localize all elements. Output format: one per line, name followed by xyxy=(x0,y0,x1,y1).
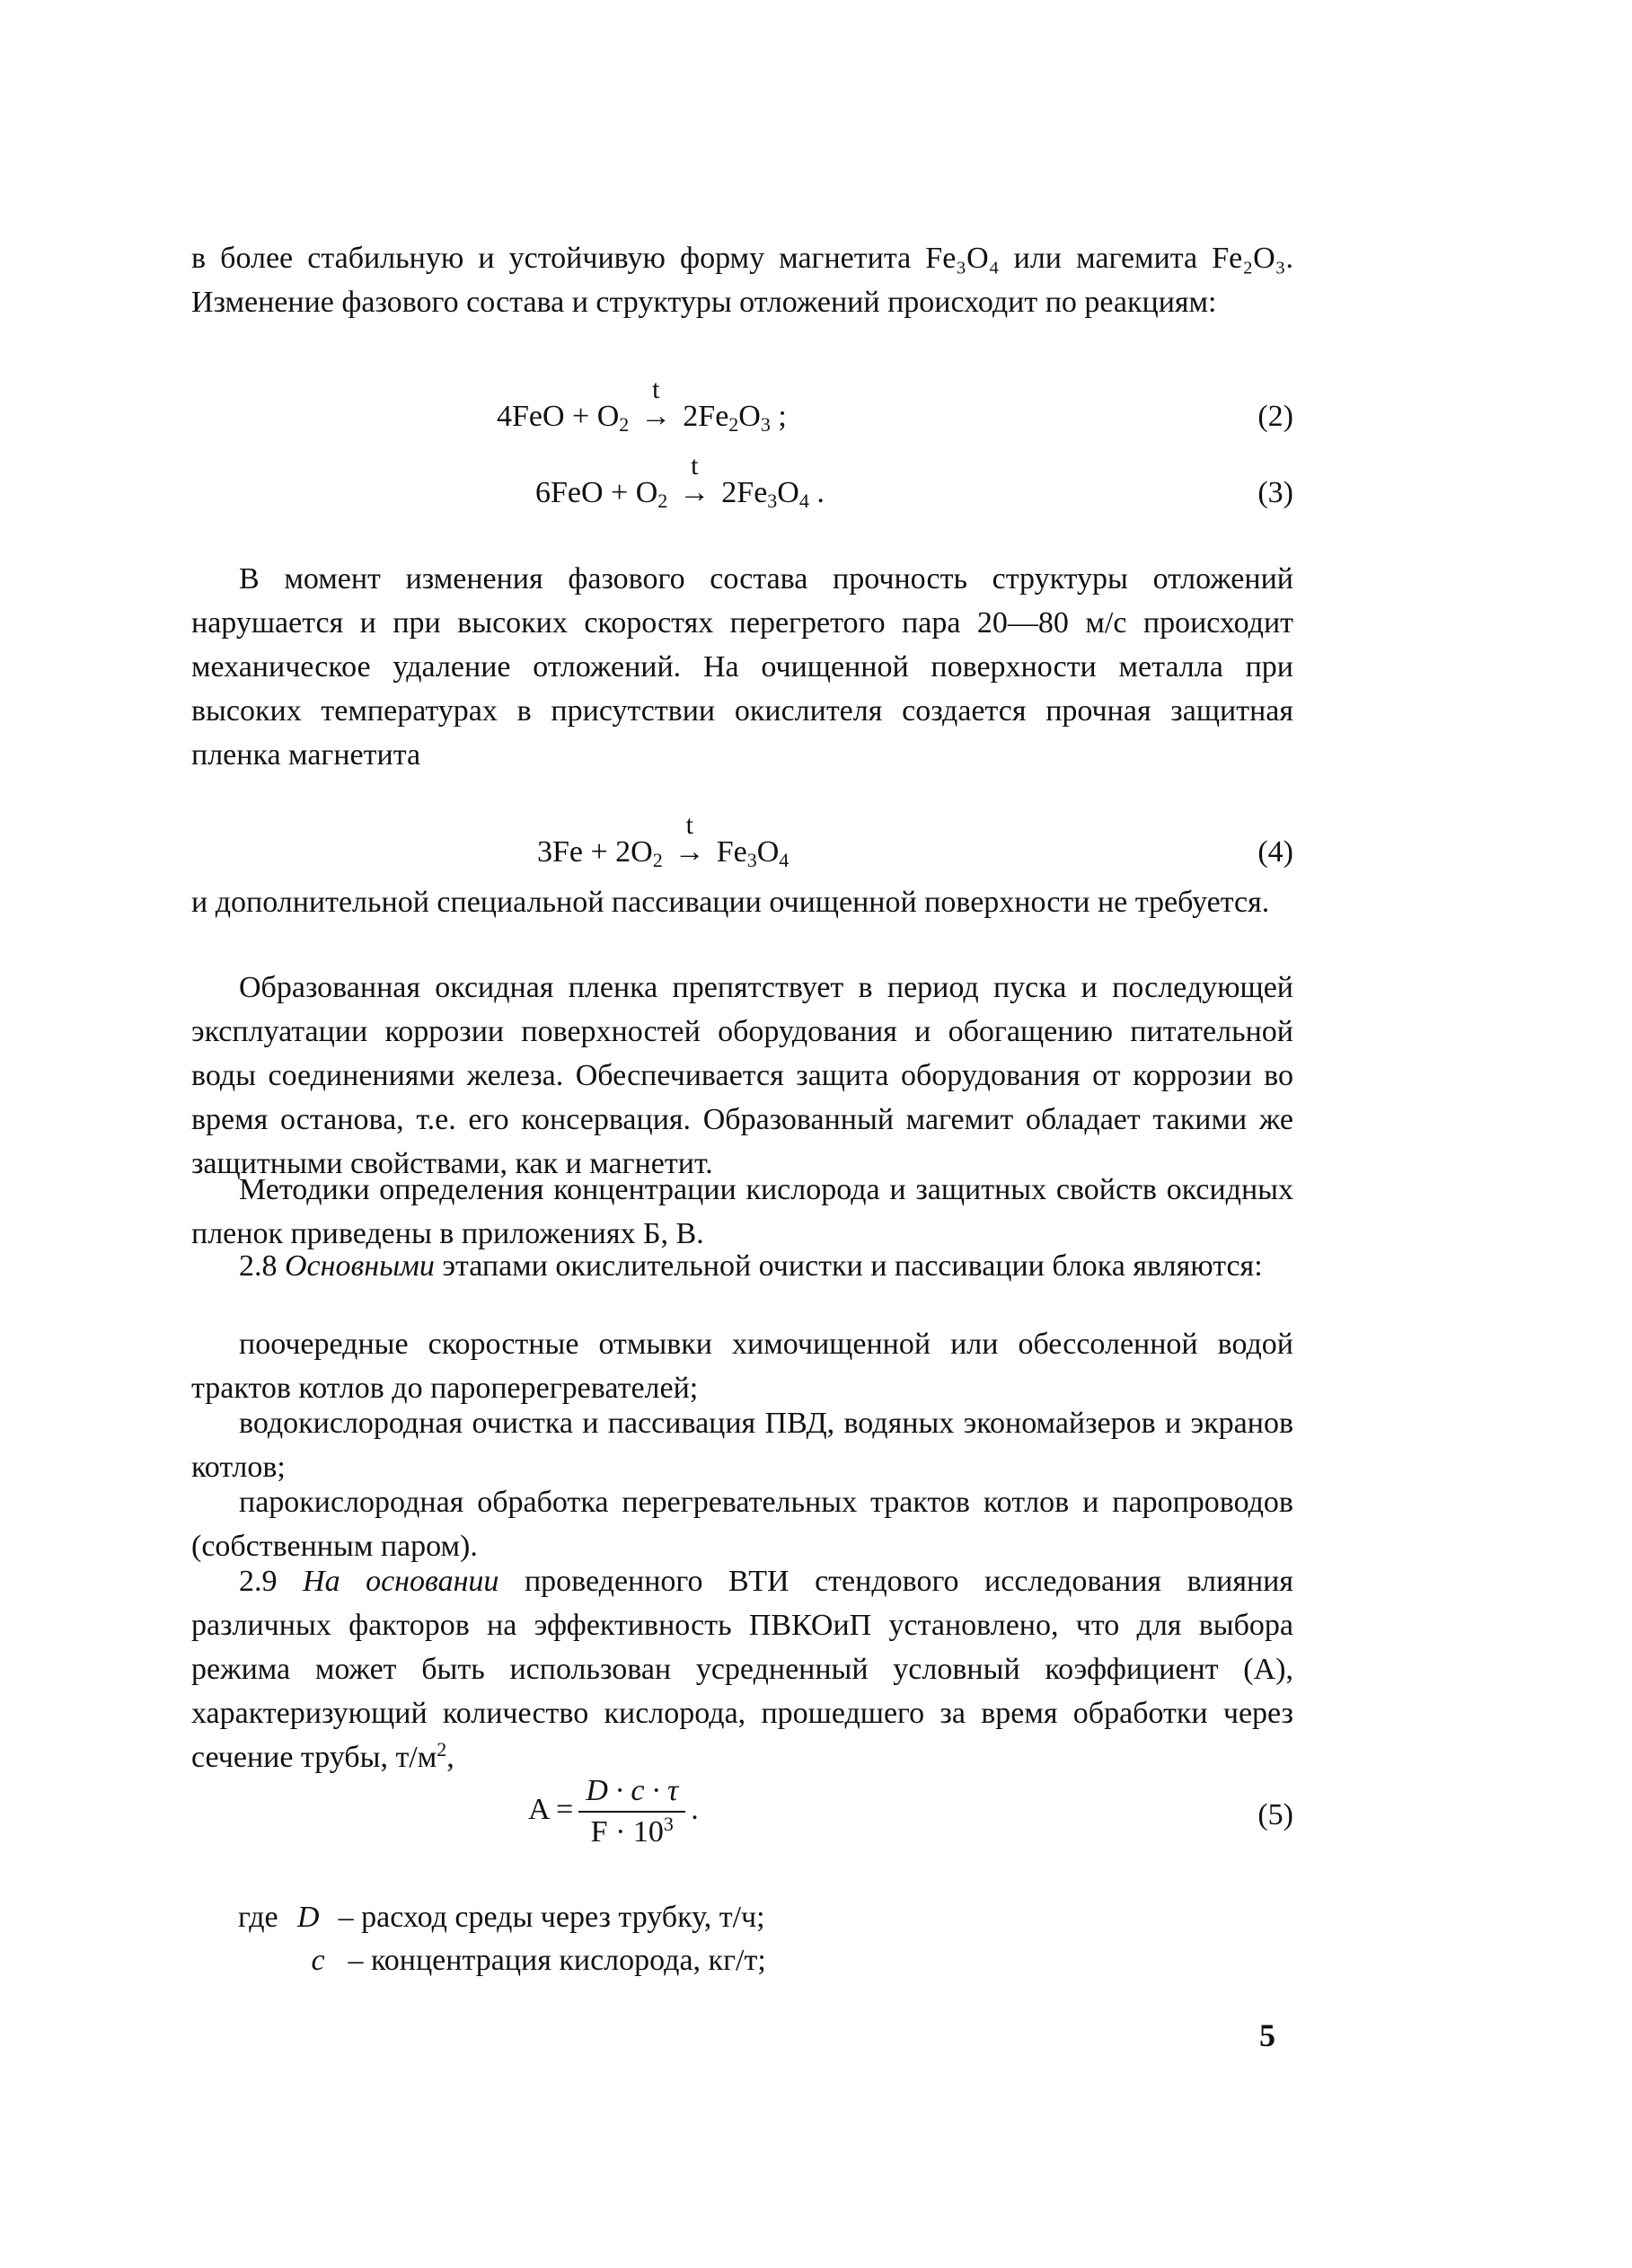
paragraph-2-8 xyxy=(191,1244,1293,1288)
arrow-icon: t → xyxy=(666,830,713,874)
paragraph-intro: в более стабильную и устойчивую форму магнетита Fe₃O₄ или магемита Fe₂O₃. Изменение фазового состава и структуры отложений происходит по реакциям: xyxy=(191,242,1293,319)
paragraph-2-9-end: , xyxy=(446,1741,454,1774)
paragraph-oxide-film: Образованная оксидная пленка препятствует в период пуска и последующей эксплуатации коррозии поверхностей оборудования и обогащению питательной воды соединениями железа. Обеспечивается защита оборудования от коррозии во время останова, т.е. его консервация. Образованный магемит обладает такими же защитными свойствами, как и магнетит. xyxy=(191,971,1293,1180)
equation-5-end: . xyxy=(691,1792,699,1826)
equation-3-right-mid: O xyxy=(777,476,799,509)
equation-2-number: (2) xyxy=(1257,400,1293,433)
paragraph-2-8-italic: Основными xyxy=(285,1249,435,1283)
equation-3-left: 6FeO + O xyxy=(535,476,658,509)
equation-5-denominator xyxy=(578,1813,685,1852)
list-item-water-oxygen: водокислородная очистка и пассивация ПВД, водяных экономайзеров и экранов котлов; xyxy=(191,1407,1293,1484)
section-number-2-8: 2.8 xyxy=(239,1249,278,1283)
equation-2-right: 2Fe xyxy=(683,400,729,433)
equation-2-body xyxy=(497,375,787,438)
page-number: 5 xyxy=(1259,2017,1275,2053)
equation-4-right-sub2: 4 xyxy=(779,849,790,871)
equation-4-left-sub: 2 xyxy=(652,849,663,871)
equation-5-number: (5) xyxy=(1257,1798,1293,1831)
section-number-2-9: 2.9 xyxy=(239,1565,278,1598)
equation-2-end: ; xyxy=(770,400,787,433)
equation-4-right-mid: O xyxy=(756,835,780,869)
equation-5 xyxy=(191,1771,1293,1861)
list-item-flushing: поочередные скоростные отмывки химочищенной или обессоленной водой трактов котлов до пароперегревателей; xyxy=(191,1328,1293,1405)
equation-5-denominator-sup: 3 xyxy=(663,1813,674,1835)
arrow-icon: t → xyxy=(671,471,718,515)
equation-2-right-sub2: 3 xyxy=(760,413,771,436)
equation-4-right-sub1: 3 xyxy=(746,849,757,871)
where-text-c: – концентрация кислорода, кг/т; xyxy=(348,1944,766,1977)
equation-3-right-sub2: 4 xyxy=(798,490,809,512)
equation-4-right: Fe xyxy=(716,835,747,869)
equation-3 xyxy=(191,451,1293,512)
equation-5-body xyxy=(528,1771,699,1852)
where-label: где xyxy=(238,1901,278,1934)
equation-5-numerator: D · c · τ xyxy=(578,1771,685,1813)
equation-4-left: 3Fe + 2O xyxy=(537,835,653,869)
equation-4 xyxy=(191,810,1293,871)
equation-5-lhs: A = xyxy=(528,1792,574,1826)
where-line-1 xyxy=(238,1895,765,1939)
where-symbol-c: c xyxy=(311,1944,325,1977)
paragraph-methods: Методики определения концентрации кислорода и защитных свойств оксидных пленок приведены в приложениях Б, В. xyxy=(191,1173,1293,1250)
where-line-2 xyxy=(296,1938,766,1982)
arrow-icon: t → xyxy=(632,394,679,438)
equation-3-left-sub: 2 xyxy=(657,490,668,512)
equation-4-body xyxy=(537,810,790,874)
paragraph-no-passivation: и дополнительной специальной пассивации очищенной поверхности не требуется. xyxy=(191,886,1270,919)
equation-4-over: t xyxy=(685,810,693,840)
equation-2-right-mid: O xyxy=(738,400,761,433)
paragraph-phase-change: В момент изменения фазового состава прочность структуры отложений нарушается и при высоких скоростях перегретого пара 20—80 м/с происходит механическое удаление отложений. На очищенной поверхности металла при высоких температурах в присутствии окислителя создается прочная защитная пленка магнетита xyxy=(191,562,1293,772)
paragraph-2-9-sup: 2 xyxy=(437,1738,447,1761)
equation-2 xyxy=(191,375,1293,436)
equation-2-left-sub: 2 xyxy=(619,413,630,436)
where-text-d: – расход среды через трубку, т/ч; xyxy=(338,1901,765,1934)
paragraph-2-8-text: этапами окислительной очистки и пассивации блока являются: xyxy=(442,1249,1263,1283)
equation-4-number: (4) xyxy=(1257,835,1293,869)
equation-3-body xyxy=(535,451,825,515)
equation-2-over: t xyxy=(652,375,660,404)
equation-3-right-sub1: 3 xyxy=(767,490,778,512)
equation-3-number: (3) xyxy=(1257,476,1293,509)
paragraph-2-9-text: проведенного ВТИ стендового исследования влияния различных факторов на эффективность ПВКОиП установлено, что для выбора режима может быть использован усредненный условный коэффициент (А), характеризующий количество кислорода, прошедшего за время обработки через сечение трубы, т/м xyxy=(191,1565,1294,1774)
where-symbol-d: D xyxy=(296,1901,320,1934)
paragraph-2-9-italic: На основании xyxy=(303,1565,499,1598)
equation-5-fraction xyxy=(578,1771,685,1852)
equation-3-end: . xyxy=(808,476,825,509)
equation-3-right: 2Fe xyxy=(721,476,768,509)
equation-2-left: 4FeO + O xyxy=(497,400,620,433)
list-item-steam-oxygen: парокислородная обработка перегревательных трактов котлов и паропроводов (собственным паром). xyxy=(191,1486,1293,1563)
equation-5-denominator-text: F · 10 xyxy=(590,1815,664,1849)
paragraph-2-9 xyxy=(191,1559,1293,1779)
equation-2-right-sub1: 2 xyxy=(728,413,739,436)
equation-3-over: t xyxy=(691,451,699,481)
